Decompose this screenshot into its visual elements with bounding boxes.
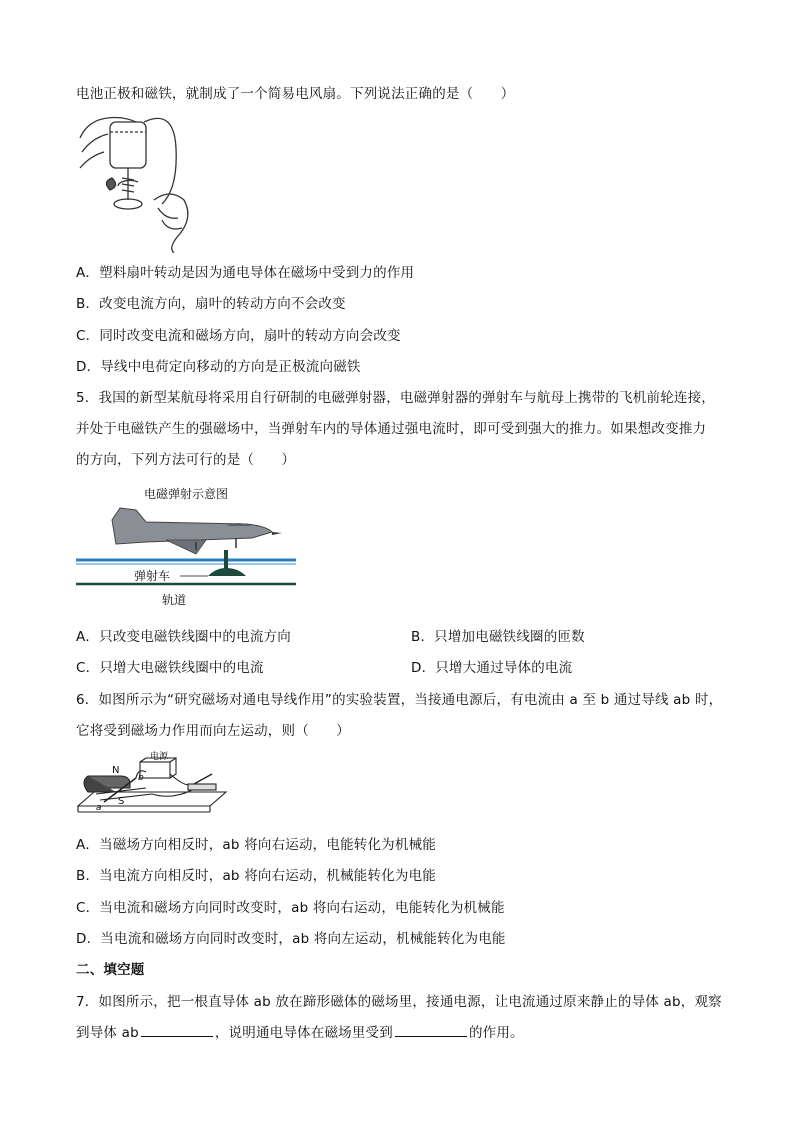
q6-figure-a-label: a: [96, 803, 102, 813]
q4-option-d: D．导线中电荷定向移动的方向是正极流向磁铁: [76, 359, 361, 375]
q5-figure-title: 电磁弹射示意图: [144, 487, 229, 501]
q7-blank-1[interactable]: [141, 1024, 213, 1037]
q6-figure-s-label: S: [118, 796, 125, 807]
q7-line1: 7．如图所示，把一根直导体 ab 放在蹄形磁体的磁场里，接通电源，让电流通过原来静止的导体 ab，观察: [76, 994, 722, 1010]
q5-option-a: A．只改变电磁铁线圈中的电流方向: [76, 629, 291, 645]
q4-option-a: A．塑料扇叶转动是因为通电导体在磁场中受到力的作用: [76, 265, 415, 281]
q4-option-b: B．改变电流方向，扇叶的转动方向不会改变: [76, 296, 346, 312]
q6-figure-apparatus: [76, 748, 228, 816]
q4-option-c: C．同时改变电流和磁场方向，扇叶的转动方向会改变: [76, 328, 401, 344]
q5-figure-catapult: [76, 480, 300, 612]
q7-text-c: 的作用。: [468, 1025, 524, 1041]
q6-figure-power-label: 电源: [150, 752, 169, 762]
q7-text-b: ，说明通电导体在磁场里受到: [214, 1025, 393, 1041]
q5-figure-track-label: 轨道: [162, 593, 187, 607]
q6-option-d: D．当电流和磁场方向同时改变时，ab 将向左运动，机械能转化为电能: [76, 931, 506, 947]
q6-option-a: A．当磁场方向相反时，ab 将向右运动，电能转化为机械能: [76, 837, 436, 853]
q4-figure-fan: [78, 108, 198, 253]
q5-option-d: D．只增大通过导体的电流: [411, 660, 573, 676]
q6-figure-b-label: b: [138, 773, 144, 783]
q6-figure-n-label: N: [112, 765, 120, 776]
q4-stem: 电池正极和磁铁，就制成了一个简易电风扇。下列说法正确的是（ ）: [76, 86, 515, 102]
q5-stem-line2: 并处于电磁铁产生的强磁场中，当弹射车内的导体通过强电流时，即可受到强大的推力。如果想改变推力: [76, 421, 707, 437]
q6-stem-line2: 它将受到磁场力作用而向左运动，则（ ）: [76, 723, 350, 739]
q7-blank-2[interactable]: [395, 1024, 467, 1037]
q7-text-a: 到导体 ab: [76, 1025, 139, 1041]
q5-stem-line1: 5．我国的新型某航母将采用自行研制的电磁弹射器，电磁弹射器的弹射车与航母上携带的飞机前轮连接，: [76, 390, 715, 406]
jet-icon: [112, 508, 282, 554]
q5-option-b: B．只增加电磁铁线圈的匝数: [411, 629, 585, 645]
q6-stem-line1: 6．如图所示为“研究磁场对通电导线作用”的实验装置，当接通电源后，有电流由 a 至 b 通过导线 ab 时，: [76, 692, 723, 708]
q5-stem-line3: 的方向，下列方法可行的是（ ）: [76, 452, 296, 468]
section-heading-fill-in: 二、填空题: [76, 962, 145, 978]
q6-option-c: C．当电流和磁场方向同时改变时，ab 将向右运动，电能转化为机械能: [76, 900, 505, 916]
q7-line2: [76, 1021, 524, 1041]
q5-figure-car-label: 弹射车: [134, 569, 171, 583]
q5-option-c: C．只增大电磁铁线圈中的电流: [76, 660, 264, 676]
q6-option-b: B．当电流方向相反时，ab 将向右运动，机械能转化为电能: [76, 868, 436, 884]
